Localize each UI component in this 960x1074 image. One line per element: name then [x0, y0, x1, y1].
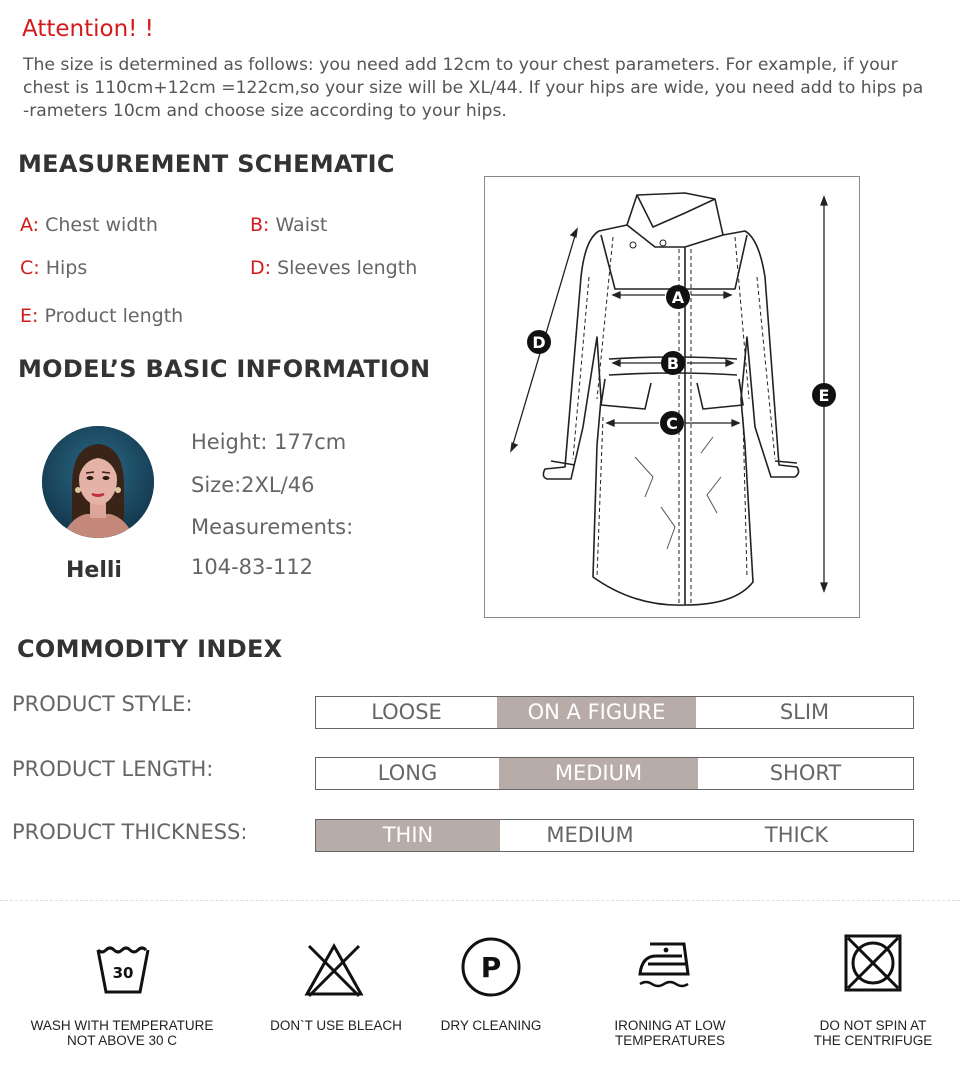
- model-size: Size:2XL/46: [191, 473, 315, 497]
- care-label-bleach: [256, 1018, 416, 1033]
- measurement-label: Waist: [269, 214, 328, 236]
- wash-temperature-value: 30: [112, 964, 134, 982]
- style-option-slim: SLIM: [779, 700, 830, 724]
- coat-sketch: [485, 177, 861, 619]
- product-length-scale: [315, 757, 914, 790]
- iron-low-icon: [636, 934, 698, 996]
- measurement-item-chest: [20, 214, 158, 236]
- measurement-key: A:: [20, 214, 40, 236]
- measurement-item-length: [20, 305, 183, 327]
- product-style-scale: [315, 696, 914, 729]
- thickness-option-medium: MEDIUM: [546, 823, 634, 847]
- model-avatar: [42, 426, 154, 538]
- length-option-medium: MEDIUM: [499, 758, 698, 789]
- model-name: Helli: [66, 558, 122, 583]
- product-thickness-scale: [315, 819, 914, 852]
- measurement-schematic-heading: MEASUREMENT SCHEMATIC: [18, 150, 395, 178]
- marker-b: B: [666, 354, 680, 373]
- measurement-key: D:: [250, 257, 272, 279]
- measurement-key: C:: [20, 257, 40, 279]
- care-label-line: WASH WITH TEMPERATURE: [30, 1018, 214, 1033]
- product-thickness-label: PRODUCT THICKNESS:: [12, 820, 248, 844]
- style-option-loose: LOOSE: [371, 700, 442, 724]
- no-bleach-icon: [303, 940, 365, 1002]
- coat-measurement-diagram: [484, 176, 860, 618]
- model-info-heading: MODEL’S BASIC INFORMATION: [18, 355, 431, 383]
- thickness-option-thin: THIN: [316, 820, 500, 851]
- model-portrait-image: [42, 426, 154, 538]
- attention-text: [23, 54, 924, 123]
- commodity-index-heading: COMMODITY INDEX: [17, 635, 283, 663]
- attention-line: chest is 110cm+12cm =122cm,so your size will be XL/44. If your hips are wide, you need add to hips pa: [23, 78, 924, 98]
- wash-30-icon: [92, 940, 154, 1002]
- model-measurements-value: 104-83-112: [191, 555, 314, 579]
- measurement-label: Hips: [39, 257, 88, 279]
- product-style-label: PRODUCT STYLE:: [12, 692, 193, 716]
- style-option-on-a-figure: ON A FIGURE: [497, 697, 696, 728]
- measurement-item-hips: [20, 257, 87, 279]
- measurement-label: Sleeves length: [271, 257, 418, 279]
- measurement-label: Chest width: [39, 214, 158, 236]
- care-label-line: TEMPERATURES: [614, 1033, 725, 1048]
- model-measurements-label: Measurements:: [191, 515, 354, 539]
- marker-e: E: [818, 386, 830, 405]
- care-label-line: DO NOT SPIN AT: [819, 1018, 927, 1033]
- care-label-line: NOT ABOVE 30 C: [66, 1033, 178, 1048]
- attention-title: Attention! !: [22, 16, 154, 42]
- thickness-option-thick: THICK: [764, 823, 829, 847]
- care-label-line: THE CENTRIFUGE: [813, 1033, 933, 1048]
- section-divider: [0, 900, 960, 901]
- model-height: Height: 177cm: [191, 430, 347, 454]
- care-label-dry-clean: [420, 1018, 562, 1033]
- care-label-spin: [800, 1018, 946, 1048]
- measurement-label: Product length: [38, 305, 184, 327]
- measurement-key: B:: [250, 214, 270, 236]
- care-label-wash: [22, 1018, 222, 1048]
- attention-line: The size is determined as follows: you need add 12cm to your chest parameters. For example, if your: [23, 55, 898, 75]
- care-label-line: DRY CLEANING: [440, 1018, 542, 1033]
- measurement-key: E:: [20, 305, 39, 327]
- measurement-item-waist: [250, 214, 327, 236]
- marker-a: A: [671, 288, 685, 307]
- dry-clean-letter: P: [480, 951, 502, 984]
- marker-c: C: [666, 414, 678, 433]
- length-option-long: LONG: [377, 761, 438, 785]
- care-label-iron: [596, 1018, 744, 1048]
- marker-d: D: [532, 333, 546, 352]
- dry-clean-icon: [460, 936, 522, 998]
- product-length-label: PRODUCT LENGTH:: [12, 757, 214, 781]
- measurement-item-sleeves: [250, 257, 417, 279]
- care-label-line: DON`T USE BLEACH: [270, 1018, 402, 1033]
- no-spin-icon: [842, 932, 904, 994]
- care-label-line: IRONING AT LOW: [614, 1018, 726, 1033]
- length-option-short: SHORT: [769, 761, 842, 785]
- attention-line: -rameters 10cm and choose size according to your hips.: [23, 101, 507, 121]
